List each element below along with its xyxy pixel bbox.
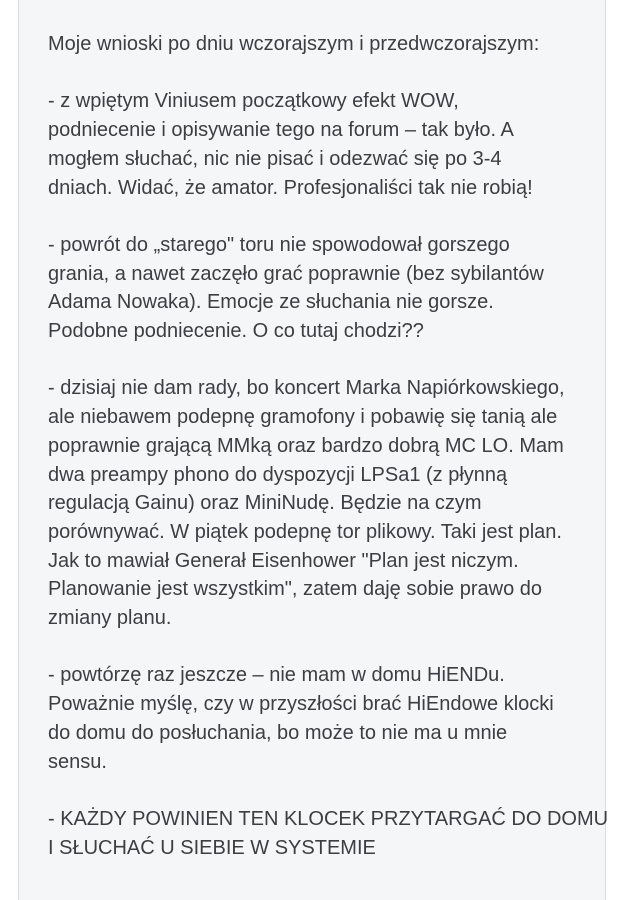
post-body [48,30,609,891]
post-text-line: dniach. Widać, że amator. Profesjonaliści tak nie robią! [48,176,533,199]
post-intro [48,30,593,59]
post-text-line: dwa preampy phono do dyspozycji LPSa1 (z płynną [48,463,508,486]
post-text-line: Podobne podniecenie. O co tutaj chodzi?? [48,320,424,342]
post-text-line: Poważnie myślę, czy w przyszłości brać HiEndowe klocki [48,693,554,716]
post-text-line: grania, a nawet zaczęło grać poprawnie (bez sybilantów [48,262,544,285]
post-text-line: Moje wnioski po dniu wczorajszym i przedwczorajszym: [48,33,540,55]
post-text-line: - powrót do „starego" toru nie spowodował gorszego [48,233,510,256]
post-text-line: do domu do posłuchania, bo może to nie ma u mnie [48,721,508,744]
post-text-line: podniecenie i opisywanie tego na forum – tak było. A [48,119,514,142]
post-paragraph-2 [48,231,593,346]
post-text-line: porównywać. W piątek podepnę tor plikowy. Taki jest plan. [48,520,562,543]
forum-post-card [18,0,609,900]
post-text-line: - powtórzę raz jeszcze – nie mam w domu HiENDu. [48,664,505,687]
post-paragraph-3 [48,374,593,632]
post-text-line: regulacją Gainu) oraz MiniNudę. Będzie na czym [48,492,482,515]
post-paragraph-1 [48,87,593,202]
post-text-line: sensu. [48,750,107,773]
post-paragraph-5 [48,805,609,862]
post-text-line: mogłem słuchać, nic nie pisać i odezwać się po 3-4 [48,147,502,170]
post-text-line: Planowanie jest wszystkim", zatem daję sobie prawo do [48,578,542,601]
post-text-line: poprawnie grającą MMką oraz bardzo dobrą MC LO. Mam [48,434,564,457]
post-text-line: - dzisiaj nie dam rady, bo koncert Marka Napiórkowskiego, [48,377,565,400]
post-paragraph-4 [48,661,593,776]
post-text-line: - KAŻDY POWINIEN TEN KLOCEK PRZYTARGAĆ DO DOMU [48,807,609,830]
post-text-line: - z wpiętym Viniusem początkowy efekt WOW, [48,90,459,113]
post-text-line: Adama Nowaka). Emocje ze słuchania nie gorsze. [48,291,494,314]
post-text-line: zmiany planu. [48,607,172,630]
post-text-line: ale niebawem podepnę gramofony i pobawię się tanią ale [48,406,558,429]
post-text-line: Jak to mawiał Generał Eisenhower "Plan jest niczym. [48,549,519,572]
post-text-line: I SŁUCHAĆ U SIEBIE W SYSTEMIE [48,836,376,859]
